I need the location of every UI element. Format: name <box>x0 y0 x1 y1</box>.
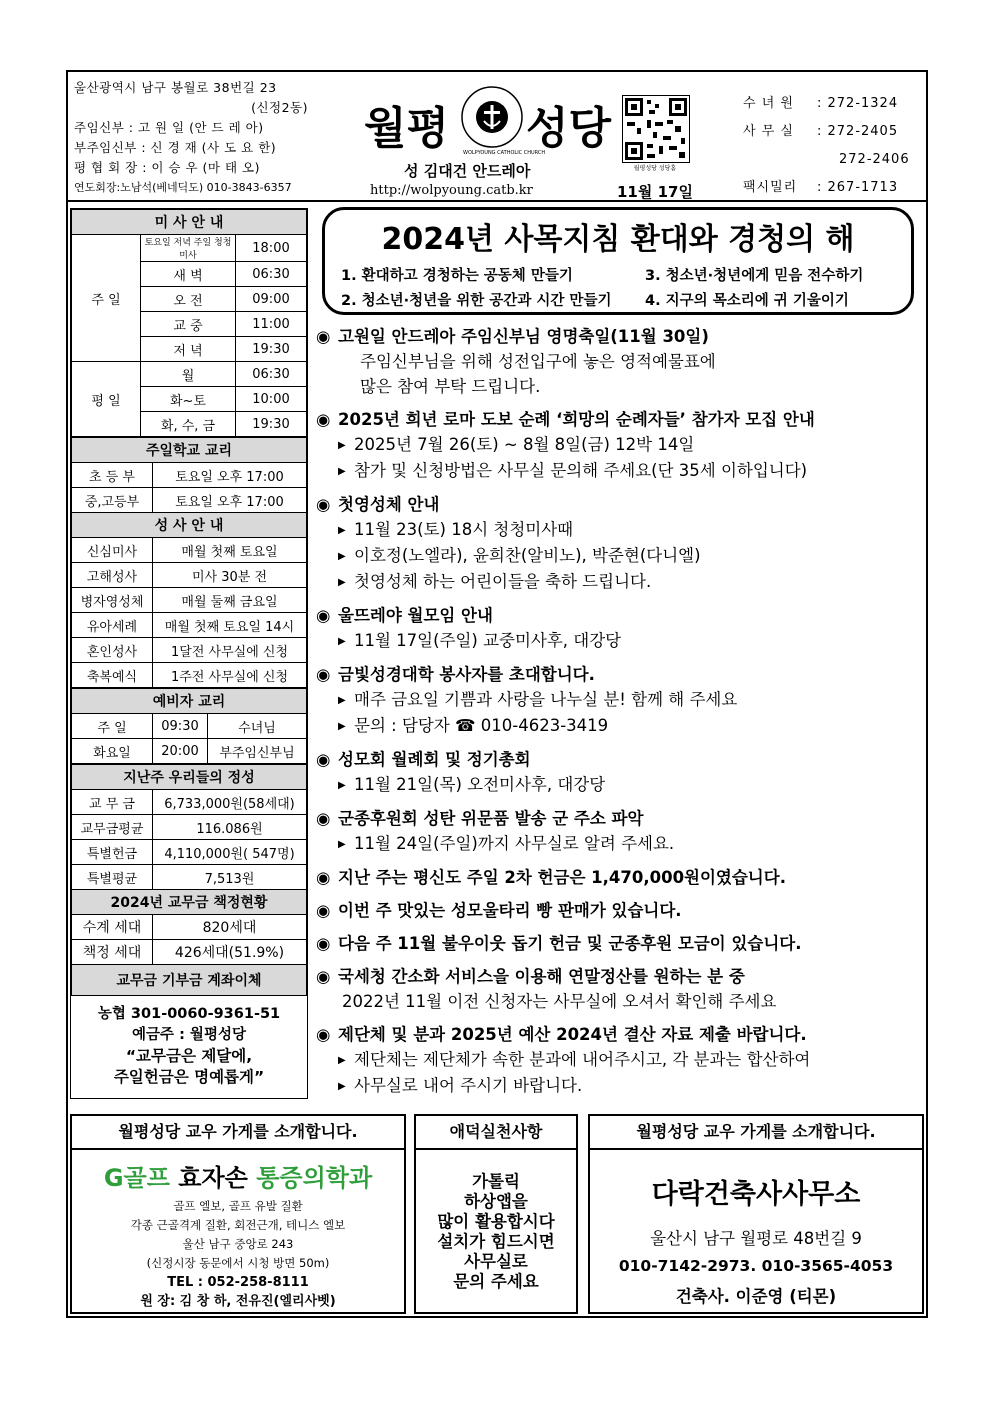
news-item <box>316 747 916 798</box>
dues-row: 책정 세대 426세대(51.9%) <box>72 940 307 965</box>
ad-box-left <box>70 1114 406 1314</box>
weekday-mass-row: 평 일 월 06:30 <box>72 362 307 387</box>
offering-row: 교무금평균 116.086원 <box>72 815 307 840</box>
triangle-bullet-icon: ▶ <box>338 577 346 588</box>
sacrament-row: 병자영성체 매월 둘째 금요일 <box>72 588 307 613</box>
ad-left-title <box>72 1158 404 1193</box>
pastoral-banner <box>322 207 914 315</box>
qr-code[interactable] <box>622 95 690 163</box>
assistant-pastor: 부주임신부 : 신 경 재 (사 도 요 한) <box>74 140 277 155</box>
news-title: ◉ 울뜨레야 월모임 안내 <box>316 603 916 628</box>
news-sub-item: ▶ 매주 금요일 기쁨과 사랑을 나누실 분! 함께 해 주세요 <box>316 687 916 713</box>
council-president: 평 협 회 장 : 이 승 우 (마 태 오) <box>74 160 260 175</box>
sacrament-row: 혼인성사 1달전 사무실에 신청 <box>72 638 307 663</box>
bullet-icon: ◉ <box>316 967 331 986</box>
news-sub-item: ▶ 사무실로 내어 주시기 바랍니다. <box>316 1073 916 1099</box>
offering-row: 교 무 금 6,733,000원(58세대) <box>72 790 307 815</box>
sacrament-row: 신심미사 매월 첫째 토요일 <box>72 538 307 563</box>
website-link[interactable]: http://wolpyoung.catb.kr <box>370 183 533 198</box>
ad-left-tel: TEL : 052-258-8111 <box>167 1275 309 1290</box>
goal-3: 3. 청소년·청년에게 믿음 전수하기 <box>645 268 864 284</box>
ad-right-architect: 건축사. 이준영 (티몬) <box>675 1287 837 1306</box>
ad-right-phone: 010-7142-2973. 010-3565-4053 <box>618 1257 894 1275</box>
liaison: 연도회장:노남석(베네딕도) 010-3843-6357 <box>74 181 292 194</box>
weekday-label: 평 일 <box>72 362 141 437</box>
bullet-icon: ◉ <box>316 327 331 346</box>
triangle-bullet-icon: ▶ <box>338 780 346 791</box>
triangle-bullet-icon: ▶ <box>338 440 346 451</box>
news-item <box>316 898 916 923</box>
ad-left-director: 원 장: 김 창 하, 전유진(엘리사벳) <box>140 1294 336 1309</box>
news-item <box>316 603 916 654</box>
ad-left-name1: 효자손 <box>178 1164 248 1192</box>
news-paragraph: 주임신부님을 위해 성전입구에 놓은 영적예물표에 <box>360 352 716 371</box>
weekday-mass-row: 화~토 10:00 <box>72 387 307 412</box>
offering-row: 특별헌금 4,110,000원( 547명) <box>72 840 307 865</box>
news-sub-item: ▶ 2025년 7월 26(토) ~ 8월 8일(금) 12박 14일 <box>316 432 916 458</box>
ad-left-details <box>72 1197 404 1311</box>
ad-mid-head: 애덕실천사항 <box>416 1116 576 1150</box>
news-sub-item: ▶ 이호정(노엘라), 윤희찬(알비노), 박준현(다니엘) <box>316 543 916 569</box>
news-title: ◉ 다음 주 11월 불우이웃 돕기 헌금 및 군종후원 모금이 있습니다. <box>316 931 916 956</box>
news-item <box>316 1022 916 1099</box>
triangle-bullet-icon: ▶ <box>338 551 346 562</box>
news-item <box>316 662 916 739</box>
goal-2: 2. 청소년·청년을 위한 공간과 시간 만들기 <box>341 293 612 309</box>
catechumen-row: 주 일 09:30 수녀님 <box>72 714 307 739</box>
ad-left-brand: G골프 <box>103 1164 170 1192</box>
sunday-mass-row: 오 전 09:00 <box>72 287 307 312</box>
offering-title: 지난주 우리들의 정성 <box>72 765 307 790</box>
banner-goals-right <box>645 264 863 314</box>
news-item <box>316 931 916 956</box>
news-item <box>316 492 916 595</box>
news-item <box>316 865 916 890</box>
bullet-icon: ◉ <box>316 410 331 429</box>
bullet-icon: ◉ <box>316 1025 331 1044</box>
sunday-mass-row: 새 벽 06:30 <box>72 262 307 287</box>
logo-text: WOLPYOUNG CATHOLIC CHURCH <box>463 150 546 156</box>
school-row: 초 등 부 토요일 오후 17:00 <box>72 463 307 488</box>
news-title: ◉ 지난 주는 평신도 주일 2차 헌금은 1,470,000원이였습니다. <box>316 865 916 890</box>
bullet-icon: ◉ <box>316 901 331 920</box>
account-info <box>71 996 307 1098</box>
account-holder: 예금주 : 월평성당 <box>132 1027 246 1043</box>
account-title: 교무금 기부금 계좌이체 <box>72 965 307 996</box>
news-sub-item: ▶ 11월 17일(주일) 교중미사후, 대강당 <box>316 628 916 654</box>
school-title: 주일학교 교리 <box>72 438 307 463</box>
dues-title: 2024년 교무금 책정현황 <box>72 890 307 915</box>
news-title: ◉ 국세청 간소화 서비스을 이용해 연말정산를 원하는 분 중 <box>316 964 916 989</box>
title-left: 월평 <box>364 103 450 154</box>
news-paragraph: 많은 참여 부탁 드립니다. <box>360 377 541 396</box>
ad-right-name: 다락건축사사무소 <box>651 1179 861 1210</box>
church-address: 울산광역시 남구 봉월로 38번길 23 <box>74 80 277 95</box>
sacrament-row: 고해성사 미사 30분 전 <box>72 563 307 588</box>
sacrament-title: 성 사 안 내 <box>72 513 307 538</box>
bullet-icon: ◉ <box>316 606 331 625</box>
triangle-bullet-icon: ▶ <box>338 636 346 647</box>
ad-left-name2: 통증의학과 <box>256 1164 373 1192</box>
goal-4: 4. 지구의 목소리에 귀 기울이기 <box>645 293 849 309</box>
ad-right-head: 월평성당 교우 가게를 소개합니다. <box>590 1116 922 1150</box>
news-title: ◉ 군종후원회 성탄 위문품 발송 군 주소 파악 <box>316 806 916 831</box>
contacts <box>743 90 910 202</box>
banner-title: 2024년 사목지침 환대와 경청의 해 <box>381 222 855 257</box>
news-sub-item: ▶ 문의 : 담당자 ☎ 010-4623-3419 <box>316 713 916 739</box>
catechumen-title: 예비자 교리 <box>72 689 307 714</box>
sacrament-row: 유아세례 매월 첫째 토요일 14시 <box>72 613 307 638</box>
offering-row: 특별평균 7,513원 <box>72 865 307 890</box>
school-row: 중,고등부 토요일 오후 17:00 <box>72 488 307 513</box>
sunday-label: 주 일 <box>72 235 141 362</box>
pastor: 주임신부 : 고 원 일 (안 드 레 아) <box>74 120 264 135</box>
ad-box-middle <box>414 1114 578 1314</box>
contact-office-2: 272-2406 <box>839 152 910 167</box>
sunday-mass-row: 주 일 토요일 저녁 주일 청청미사 18:00 <box>72 235 307 262</box>
dues-row: 수계 세대 820세대 <box>72 915 307 940</box>
news-title: ◉ 고원일 안드레아 주임신부님 영명축일(11월 30일) <box>316 324 916 349</box>
account-number: 농협 301-0060-9361-51 <box>97 1006 281 1022</box>
news-sub-item: ▶ 첫영성체 하는 어린이들을 축하 드립니다. <box>316 569 916 595</box>
mass-title: 미 사 안 내 <box>72 210 307 235</box>
goal-1: 1. 환대하고 경청하는 공동체 만들기 <box>341 268 573 284</box>
ad-left-line4: (신정시장 동문에서 시청 방면 50m) <box>146 1256 330 1270</box>
title-right: 성당 <box>526 103 612 154</box>
ad-left-head: 월평성당 교우 가게를 소개합니다. <box>72 1116 404 1150</box>
news-item <box>316 964 916 1014</box>
sunday-mass-row: 교 중 11:00 <box>72 312 307 337</box>
ad-right-addr: 울산시 남구 월평로 48번길 9 <box>650 1229 862 1248</box>
header-info <box>74 78 314 198</box>
weekday-mass-row: 화, 수, 금 19:30 <box>72 412 307 437</box>
ad-box-right <box>588 1114 924 1314</box>
sacrament-row: 축복예식 1주전 사무실에 신청 <box>72 663 307 688</box>
news-sub-item: ▶ 11월 24일(주일)까지 사무실로 알려 주세요. <box>316 831 916 857</box>
bullet-icon: ◉ <box>316 750 331 769</box>
issue-date: 11월 17일 <box>617 183 693 201</box>
catechumen-row: 화요일 20:00 부주임신부님 <box>72 739 307 764</box>
sunday-mass-row: 저 녁 19:30 <box>72 337 307 362</box>
contact-office: 사 무 실 : 272-2405 <box>743 124 899 139</box>
news-title: ◉ 제단체 및 분과 2025년 예산 2024년 결산 자료 제출 바랍니다. <box>316 1022 916 1047</box>
ad-left-line2: 각종 근골격계 질환, 회전근개, 테니스 엘보 <box>130 1218 346 1232</box>
sidebar <box>70 208 308 1099</box>
news-list <box>316 324 916 1107</box>
triangle-bullet-icon: ▶ <box>338 525 346 536</box>
slogan-2: 주일헌금은 명예롭게” <box>113 1068 265 1086</box>
contact-convent: 수 녀 원 : 272-1324 <box>743 96 899 111</box>
qr-caption: 월평성당 성당홈 <box>633 165 677 172</box>
news-sub-item: ▶ 11월 23(토) 18시 청청미사때 <box>316 517 916 543</box>
triangle-bullet-icon: ▶ <box>338 695 346 706</box>
news-item <box>316 806 916 857</box>
news-item <box>316 407 916 484</box>
contact-fax: 팩시밀리 : 267-1713 <box>743 180 899 195</box>
news-sub-item: ▶ 참가 및 신청방법은 사무실 문의해 주세요(단 35세 이하입니다) <box>316 458 916 484</box>
triangle-bullet-icon: ▶ <box>338 721 346 732</box>
triangle-bullet-icon: ▶ <box>338 466 346 477</box>
bullet-icon: ◉ <box>316 934 331 953</box>
bullet-icon: ◉ <box>316 495 331 514</box>
banner-goals-left <box>341 264 611 314</box>
ad-left-line1: 골프 엘보, 골프 유발 질환 <box>173 1199 303 1213</box>
bullet-icon: ◉ <box>316 665 331 684</box>
bullet-icon: ◉ <box>316 809 331 828</box>
news-sub-item: ▶ 제단체는 제단체가 속한 분과에 내어주시고, 각 분과는 합산하여 <box>316 1047 916 1073</box>
ad-left-line3: 울산 남구 중앙로 243 <box>182 1237 294 1251</box>
patron-saint: 성 김대건 안드레아 <box>404 162 531 180</box>
news-paragraph: 2022년 11월 이전 신청자는 사무실에 오셔서 확인해 주세요 <box>342 992 777 1011</box>
church-address-dong: (신정2동) <box>251 100 308 115</box>
bullet-icon: ◉ <box>316 868 331 887</box>
triangle-bullet-icon: ▶ <box>338 839 346 850</box>
news-title: ◉ 첫영성체 안내 <box>316 492 916 517</box>
slogan-1: “교무금은 제달에, <box>125 1047 253 1065</box>
church-logo <box>460 85 524 149</box>
news-item <box>316 324 916 399</box>
news-sub-item: ▶ 11월 21일(목) 오전미사후, 대강당 <box>316 772 916 798</box>
triangle-bullet-icon: ▶ <box>338 1055 346 1066</box>
ad-mid-body: 가톨릭 하상앱을 많이 활용합시다 설치가 힘드시면 사무실로 문의 주세요 <box>437 1172 555 1291</box>
news-title: ◉ 금빛성경대학 봉사자를 초대합니다. <box>316 662 916 687</box>
news-title: ◉ 이번 주 맛있는 성모울타리 빵 판매가 있습니다. <box>316 898 916 923</box>
triangle-bullet-icon: ▶ <box>338 1081 346 1092</box>
news-title: ◉ 성모회 월례회 및 정기총회 <box>316 747 916 772</box>
news-title: ◉ 2025년 희년 로마 도보 순례 ‘희망의 순례자들’ 참가자 모집 안내 <box>316 407 916 432</box>
